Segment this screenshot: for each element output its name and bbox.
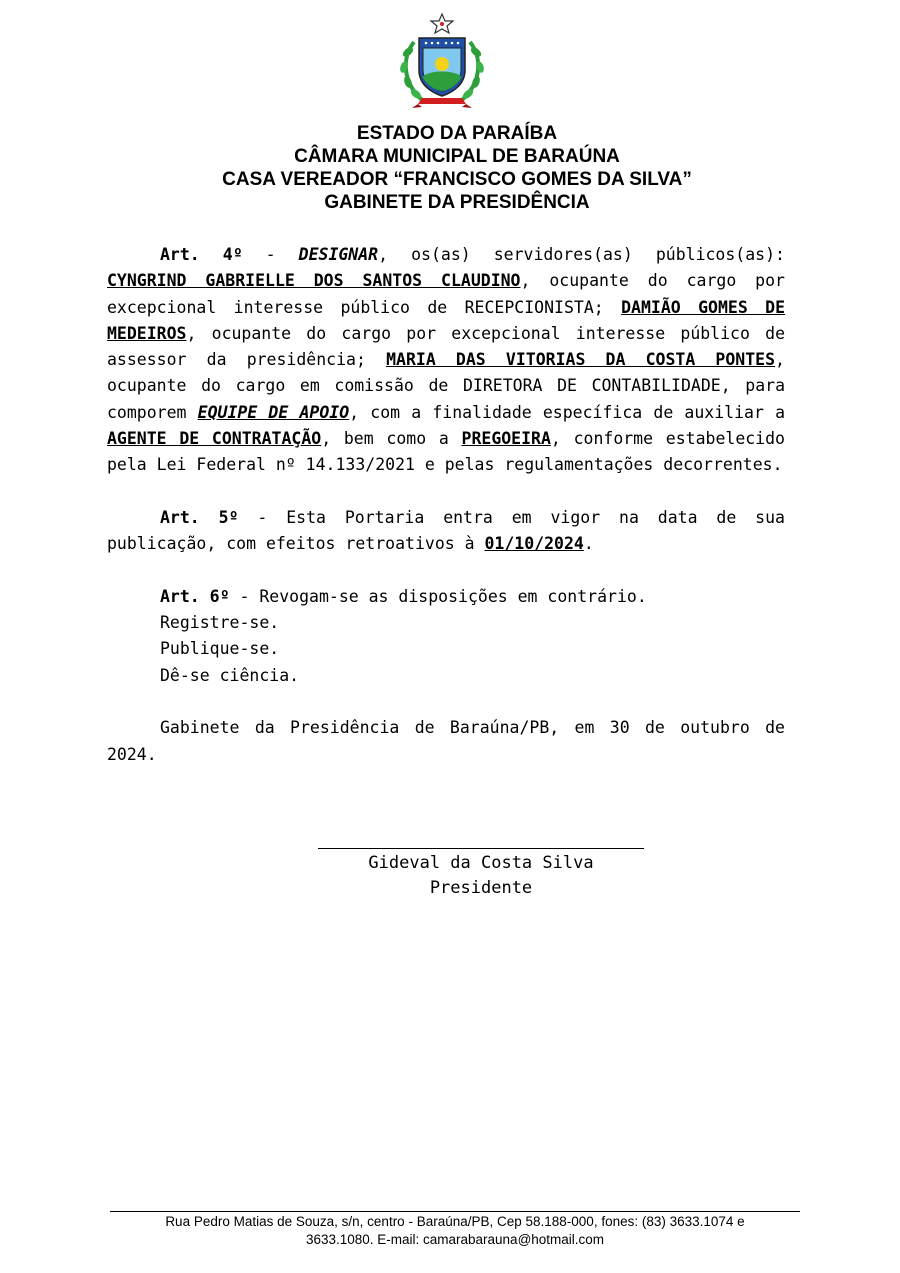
servant-name-1: CYNGRIND GABRIELLE DOS SANTOS CLAUDINO (107, 271, 521, 291)
article-4-text-2: , ocupante do cargo por excepcional interesse público de RECEPCIONISTA; (107, 271, 785, 317)
servant-name-3: MARIA DAS VITORIAS DA COSTA PONTES (386, 350, 776, 370)
article-4 (107, 242, 785, 479)
support-team: EQUIPE DE APOIO (197, 402, 350, 422)
notice-line: Dê-se ciência. (160, 665, 300, 685)
article-4-text-3: , ocupante do cargo por excepcional interesse público de assessor da presidência; (107, 323, 785, 370)
article-4-text-6: , bem como a (321, 429, 462, 449)
footer-divider (110, 1211, 800, 1212)
retroactive-date: 01/10/2024 (484, 534, 584, 554)
document-footer (110, 1213, 800, 1249)
footer-contact: 3633.1080. E-mail: camarabarauna@hotmail.com (305, 1232, 605, 1247)
article-6-text: - Revogam-se as disposições em contrário. (229, 586, 647, 606)
header-chamber: CÂMARA MUNICIPAL DE BARAÚNA (294, 146, 620, 167)
signature-line (318, 848, 644, 849)
document-header (100, 122, 814, 214)
signature-block (318, 848, 644, 901)
header-state: ESTADO DA PARAÍBA (356, 123, 558, 144)
contracting-agent: AGENTE DE CONTRATAÇÃO (107, 429, 322, 449)
signer-role: Presidente (429, 878, 533, 898)
header-house: CASA VEREADOR “FRANCISCO GOMES DA SILVA” (222, 169, 692, 190)
register-line: Registre-se. (160, 613, 280, 633)
article-4-text-7: , conforme estabelecido pela Lei Federal nº 14.133/2021 e pelas regulamentações decorrentes. (107, 429, 785, 475)
coat-of-arms-icon (392, 12, 492, 112)
article-4-sep: - (242, 245, 299, 264)
closing-line: Gabinete da Presidência de Baraúna/PB, em 30 de outubro de 2024. (107, 718, 785, 764)
publish-line: Publique-se. (160, 639, 280, 659)
document-body (107, 242, 785, 768)
article-4-label: Art. 4º (160, 245, 243, 264)
servant-name-2: DAMIÃO GOMES DE MEDEIROS (107, 297, 786, 343)
article-6-label: Art. 6º (160, 586, 230, 606)
article-5 (107, 505, 785, 558)
header-office: GABINETE DA PRESIDÊNCIA (324, 192, 590, 213)
article-5-text-1: - Esta Portaria entra em vigor na data de sua publicação, com efeitos retroativos à (107, 507, 785, 554)
signer-name: Gideval da Costa Silva (368, 853, 594, 873)
article-6 (107, 584, 785, 610)
footer-address: Rua Pedro Matias de Souza, s/n, centro - Baraúna/PB, Cep 58.188-000, fones: (83) 3633.1074 e (165, 1214, 745, 1229)
article-5-text-2: . (583, 534, 594, 554)
pregoeira: PREGOEIRA (461, 429, 551, 449)
article-4-verb: DESIGNAR (298, 245, 379, 264)
article-5-label: Art. 5º (160, 507, 239, 527)
article-4-text-1: , os(as) servidores(as) públicos(as): (378, 245, 785, 264)
article-4-text-4: , ocupante do cargo em comissão de DIRETORA DE CONTABILIDADE, para comporem (107, 350, 785, 422)
article-4-text-5: , com a finalidade específica de auxiliar a (349, 402, 786, 422)
